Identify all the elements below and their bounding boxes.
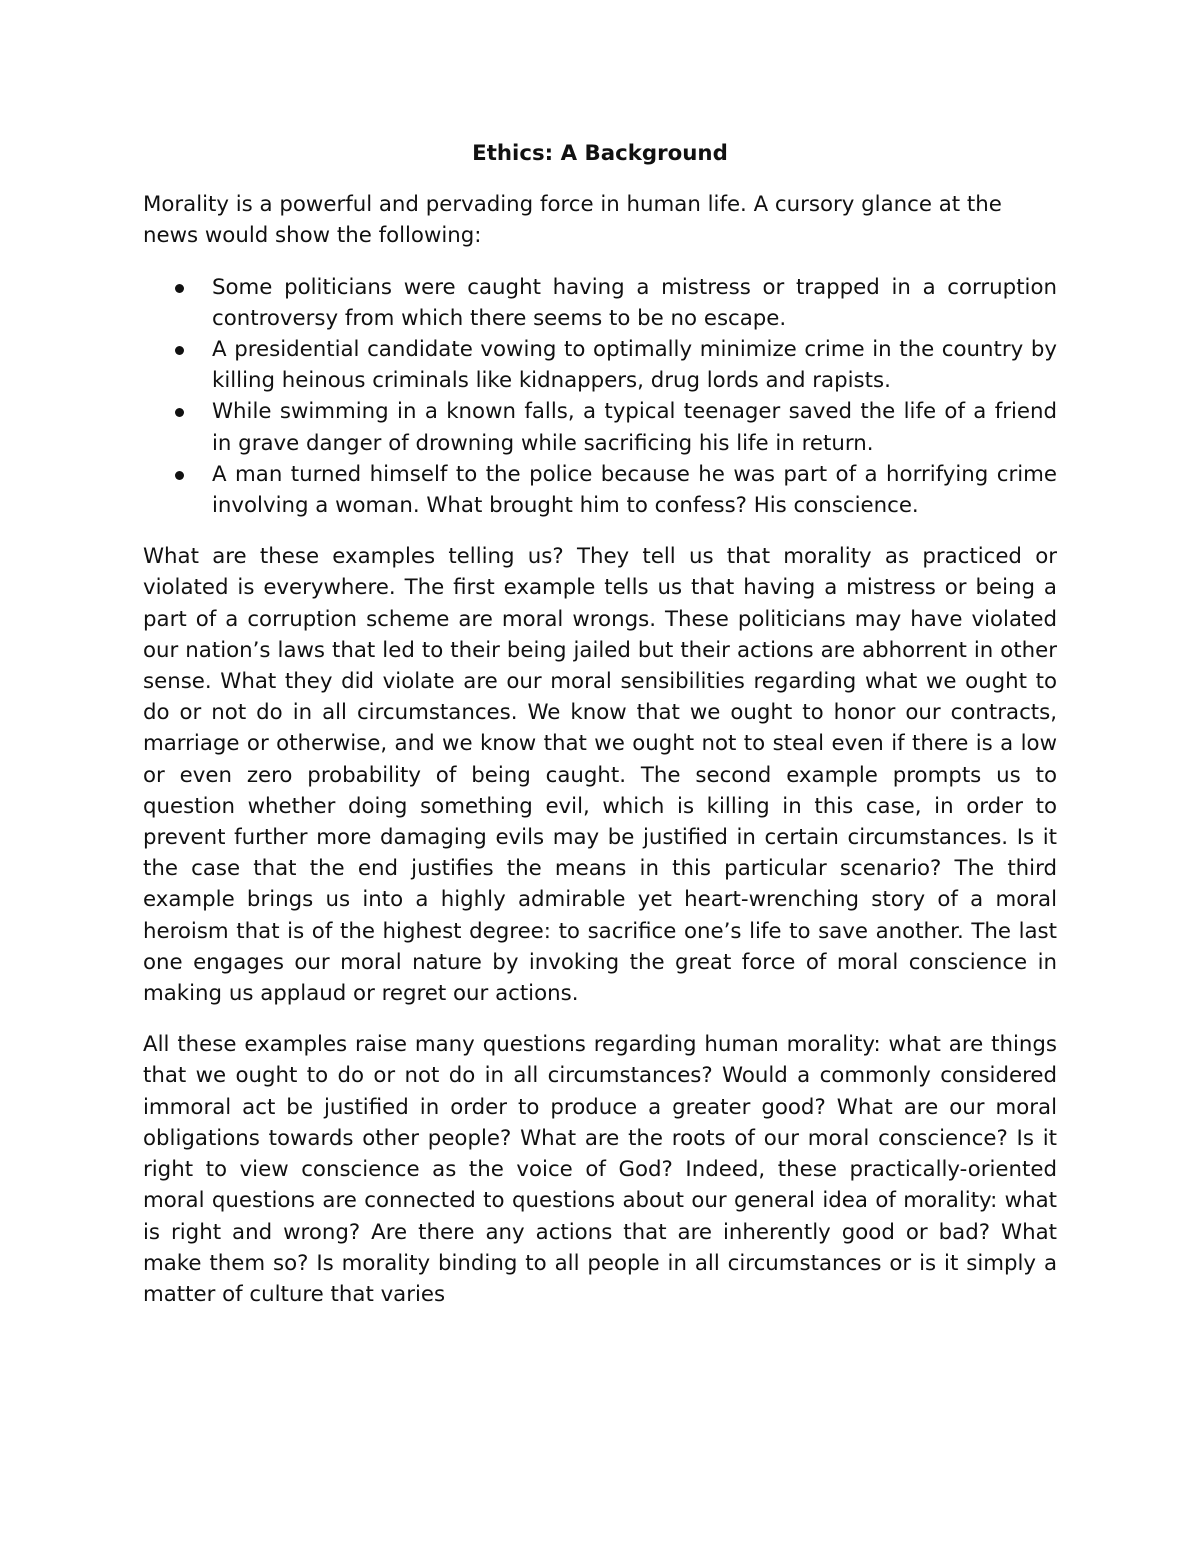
document-title: Ethics: A Background <box>472 141 728 166</box>
list-item-text: While swimming in a known falls, a typical teenager saved the life of a friend in grave danger of drowning while sacrificing his life in return. <box>212 399 1057 456</box>
list-item-text: A presidential candidate vowing to optimally minimize crime in the country by killing heinous criminals like kidnappers, drug lords and rapists. <box>212 337 1057 394</box>
news-examples-list <box>143 272 1057 522</box>
bullet-icon <box>175 284 184 293</box>
document-page <box>143 138 1057 1330</box>
body-paragraph-2: All these examples raise many questions regarding human morality: what are things that we ought to do or not do in all circumstances? Would a commonly considered immoral act be justified in order to produce a greater good? What are our moral obligations towards other people? What are the roots of our moral conscience? Is it right to view conscience as the voice of God? Indeed, these practically-oriented moral questions are connected to questions about our general idea of morality: what is right and wrong? Are there any actions that are inherently good or bad? What make them so? Is morality binding to all people in all circumstances or is it simply a matter of culture that varies <box>143 1032 1057 1307</box>
list-item-text: A man turned himself to the police because he was part of a horrifying crime involving a woman. What brought him to confess? His conscience. <box>212 461 1057 519</box>
list-item <box>143 334 1057 396</box>
bullet-icon <box>175 346 184 355</box>
list-item <box>143 272 1057 334</box>
bullet-icon <box>175 408 184 417</box>
bullet-icon <box>175 471 184 480</box>
intro-paragraph: Morality is a powerful and pervading force in human life. A cursory glance at the news would show the following: <box>143 192 1002 249</box>
list-item <box>143 396 1057 458</box>
list-item <box>143 459 1057 521</box>
list-item-text: Some politicians were caught having a mistress or trapped in a corruption controversy from which there seems to be no escape. <box>212 274 1057 331</box>
body-paragraph-1: What are these examples telling us? They tell us that morality as practiced or violated is everywhere. The first example tells us that having a mistress or being a part of a corruption scheme are moral wrongs. These politicians may have violated our nation’s laws that led to their being jailed but their actions are abhorrent in other sense. What they did violate are our moral sensibilities regarding what we ought to do or not do in all circumstances. We know that we ought to honor our contracts, marriage or otherwise, and we know that we ought not to steal even if there is a low or even zero probability of being caught. The second example prompts us to question whether doing something evil, which is killing in this case, in order to prevent further more damaging evils may be justified in certain circumstances. Is it the case that the end justifies the means in this particular scenario? The third example brings us into a highly admirable yet heart-wrenching story of a moral heroism that is of the highest degree: to sacrifice one’s life to save another. The last one engages our moral nature by invoking the great force of moral conscience in making us applaud or regret our actions. <box>143 544 1057 1007</box>
